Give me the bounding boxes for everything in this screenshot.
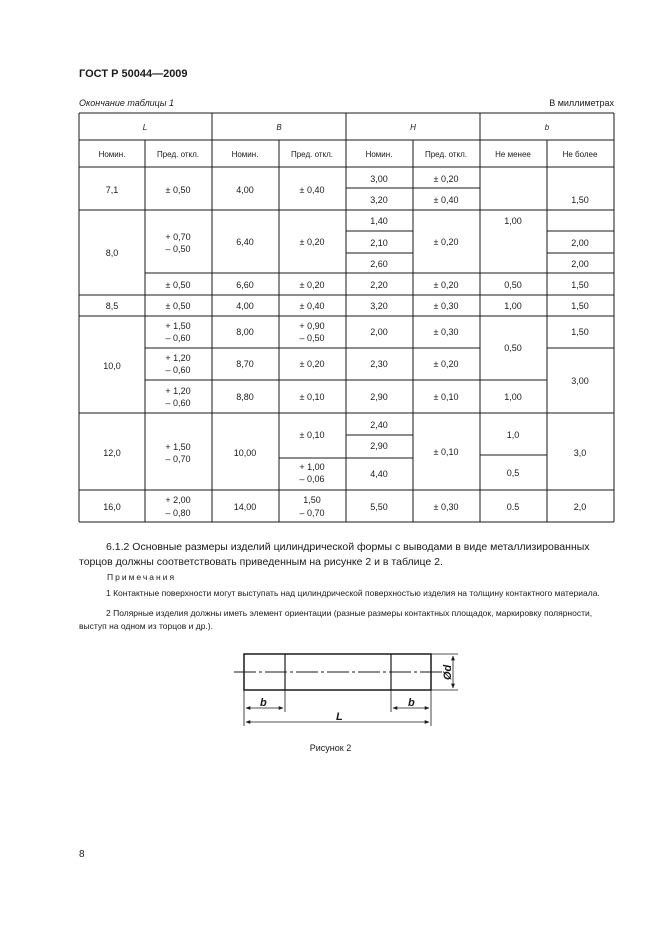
cell: ± 0,20 <box>433 174 459 184</box>
figure-2-drawing <box>0 640 661 740</box>
cell: ± 0,50 <box>165 185 191 195</box>
cell: + 1,50 <box>165 321 191 331</box>
cell: 0,5 <box>506 468 520 478</box>
table-text <box>99 123 598 159</box>
subheader: Не менее <box>495 150 531 159</box>
subheader: Номин. <box>98 150 126 159</box>
cell: 3,20 <box>370 195 388 205</box>
cell: 2,0 <box>573 502 587 512</box>
notes-title: Примечания <box>107 572 177 582</box>
header-H: H <box>410 123 416 132</box>
cell: 2,00 <box>571 259 589 269</box>
cell: 1,50 <box>571 280 589 290</box>
cell: 2,00 <box>571 238 589 248</box>
note-1 <box>79 587 615 600</box>
cell: 8,0 <box>105 248 119 258</box>
subheader: Пред. откл. <box>290 150 334 159</box>
cell: 10,00 <box>233 448 257 458</box>
cell: 2,40 <box>370 420 388 430</box>
label-d: Ød <box>442 664 454 680</box>
cell: ± 0,40 <box>299 185 325 195</box>
cell: ± 0,30 <box>433 502 459 512</box>
cell: – 0,60 <box>165 333 191 343</box>
cell: + 1,50 <box>165 442 191 452</box>
cell: 1,50 <box>571 195 589 205</box>
cell: – 0,60 <box>165 398 191 408</box>
cell: 3,0 <box>573 448 587 458</box>
page-number: 8 <box>79 849 85 860</box>
subheader: Пред. откл. <box>156 150 200 159</box>
cell: ± 0,30 <box>433 301 459 311</box>
note-2-text: 2 Полярные изделия должны иметь элемент ориентации (разные размеры контактных площадок, маркировку полярности, выступ на одном из торцов и др.). <box>79 608 593 631</box>
cell: 2,10 <box>370 238 388 248</box>
cell: 8,5 <box>105 301 119 311</box>
cell: 10,0 <box>103 361 121 371</box>
note-2 <box>79 607 615 633</box>
cell: ± 0,20 <box>299 237 325 247</box>
cell: 0,50 <box>504 343 522 353</box>
cell: 0.5 <box>506 502 520 512</box>
cell: 3,00 <box>571 376 589 386</box>
cell: ± 0,10 <box>299 430 325 440</box>
cell: 6,40 <box>236 237 254 247</box>
header-L: L <box>142 123 148 132</box>
cell: ± 0,20 <box>433 280 459 290</box>
cell: 1,00 <box>504 301 522 311</box>
cell: 1,50 <box>571 327 589 337</box>
section-paragraph <box>79 540 615 570</box>
cell: + 1,20 <box>165 353 191 363</box>
note-1-text: 1 Контактные поверхности могут выступать над цилиндрической поверхностью изделия на толщину контактного материала. <box>106 588 600 598</box>
cell: + 0,90 <box>299 321 325 331</box>
cell: 1,40 <box>370 216 388 226</box>
label-b-right: b <box>408 697 415 709</box>
label-L: L <box>336 711 343 723</box>
cell: 1,50 <box>571 301 589 311</box>
cell: 4,00 <box>236 301 254 311</box>
subheader: Номин. <box>365 150 393 159</box>
cell: – 0,50 <box>299 333 325 343</box>
cell: – 0,06 <box>299 474 325 484</box>
cell: 1,50 <box>303 495 321 505</box>
standard-header: ГОСТ Р 50044—2009 <box>79 68 188 80</box>
label-b-left: b <box>260 697 267 709</box>
cell: – 0,70 <box>165 454 191 464</box>
cell: ± 0,20 <box>433 237 459 247</box>
figure-caption: Рисунок 2 <box>309 743 352 753</box>
cell: + 1,20 <box>165 386 191 396</box>
cell: 1,00 <box>504 392 522 402</box>
cell: ± 0,40 <box>433 195 459 205</box>
subheader: Пред. откл. <box>424 150 468 159</box>
cell: 7,1 <box>105 185 119 195</box>
cell: 6,60 <box>236 280 254 290</box>
table-caption: Окончание таблицы 1 <box>79 98 174 108</box>
cell: 1,0 <box>506 430 520 440</box>
cell: ± 0,30 <box>433 327 459 337</box>
cell: 1,00 <box>504 216 522 226</box>
units-caption: В миллиметрах <box>549 98 614 108</box>
cell: ± 0,10 <box>299 392 325 402</box>
cell: 4,40 <box>370 469 388 479</box>
cell: 2,90 <box>370 392 388 402</box>
cell: ± 0,10 <box>433 447 459 457</box>
cell: + 2,00 <box>165 495 191 505</box>
cell: 8,80 <box>236 392 254 402</box>
cell: 2,00 <box>370 327 388 337</box>
cell: ± 0,10 <box>433 392 459 402</box>
cell: 2,60 <box>370 259 388 269</box>
subheader: Не более <box>562 150 598 159</box>
cell: 0,50 <box>504 280 522 290</box>
cell: – 0,50 <box>165 244 191 254</box>
cell: 3,00 <box>370 174 388 184</box>
header-b: b <box>544 123 550 132</box>
cell: 3,20 <box>370 301 388 311</box>
cell: ± 0,20 <box>299 359 325 369</box>
table-grid <box>79 113 614 522</box>
cell: ± 0,20 <box>299 280 325 290</box>
cell: – 0,80 <box>165 508 191 518</box>
cell: + 1,00 <box>299 462 325 472</box>
cell: 12,0 <box>103 448 121 458</box>
cell: ± 0,20 <box>433 359 459 369</box>
cell: + 0,70 <box>165 232 191 242</box>
cell: – 0,60 <box>165 365 191 375</box>
cell: ± 0,50 <box>165 301 191 311</box>
cell: 8,00 <box>236 327 254 337</box>
cell: ± 0,50 <box>165 280 191 290</box>
cell: 2,30 <box>370 359 388 369</box>
cell: 4,00 <box>236 185 254 195</box>
cell: – 0,70 <box>299 508 325 518</box>
cell: 2,20 <box>370 280 388 290</box>
cell: ± 0,40 <box>299 301 325 311</box>
paragraph-text: 6.1.2 Основные размеры изделий цилиндрической формы с выводами в виде металлизированных торцов должны соответствовать приведенным на рисунке 2 и в таблице 2. <box>79 541 590 568</box>
cell: 16,0 <box>103 502 121 512</box>
cell: 2,90 <box>370 441 388 451</box>
cell: 14,00 <box>233 502 257 512</box>
cell: 8,70 <box>236 359 254 369</box>
cell: 5,50 <box>370 502 388 512</box>
subheader: Номин. <box>231 150 259 159</box>
header-B: B <box>276 123 282 132</box>
